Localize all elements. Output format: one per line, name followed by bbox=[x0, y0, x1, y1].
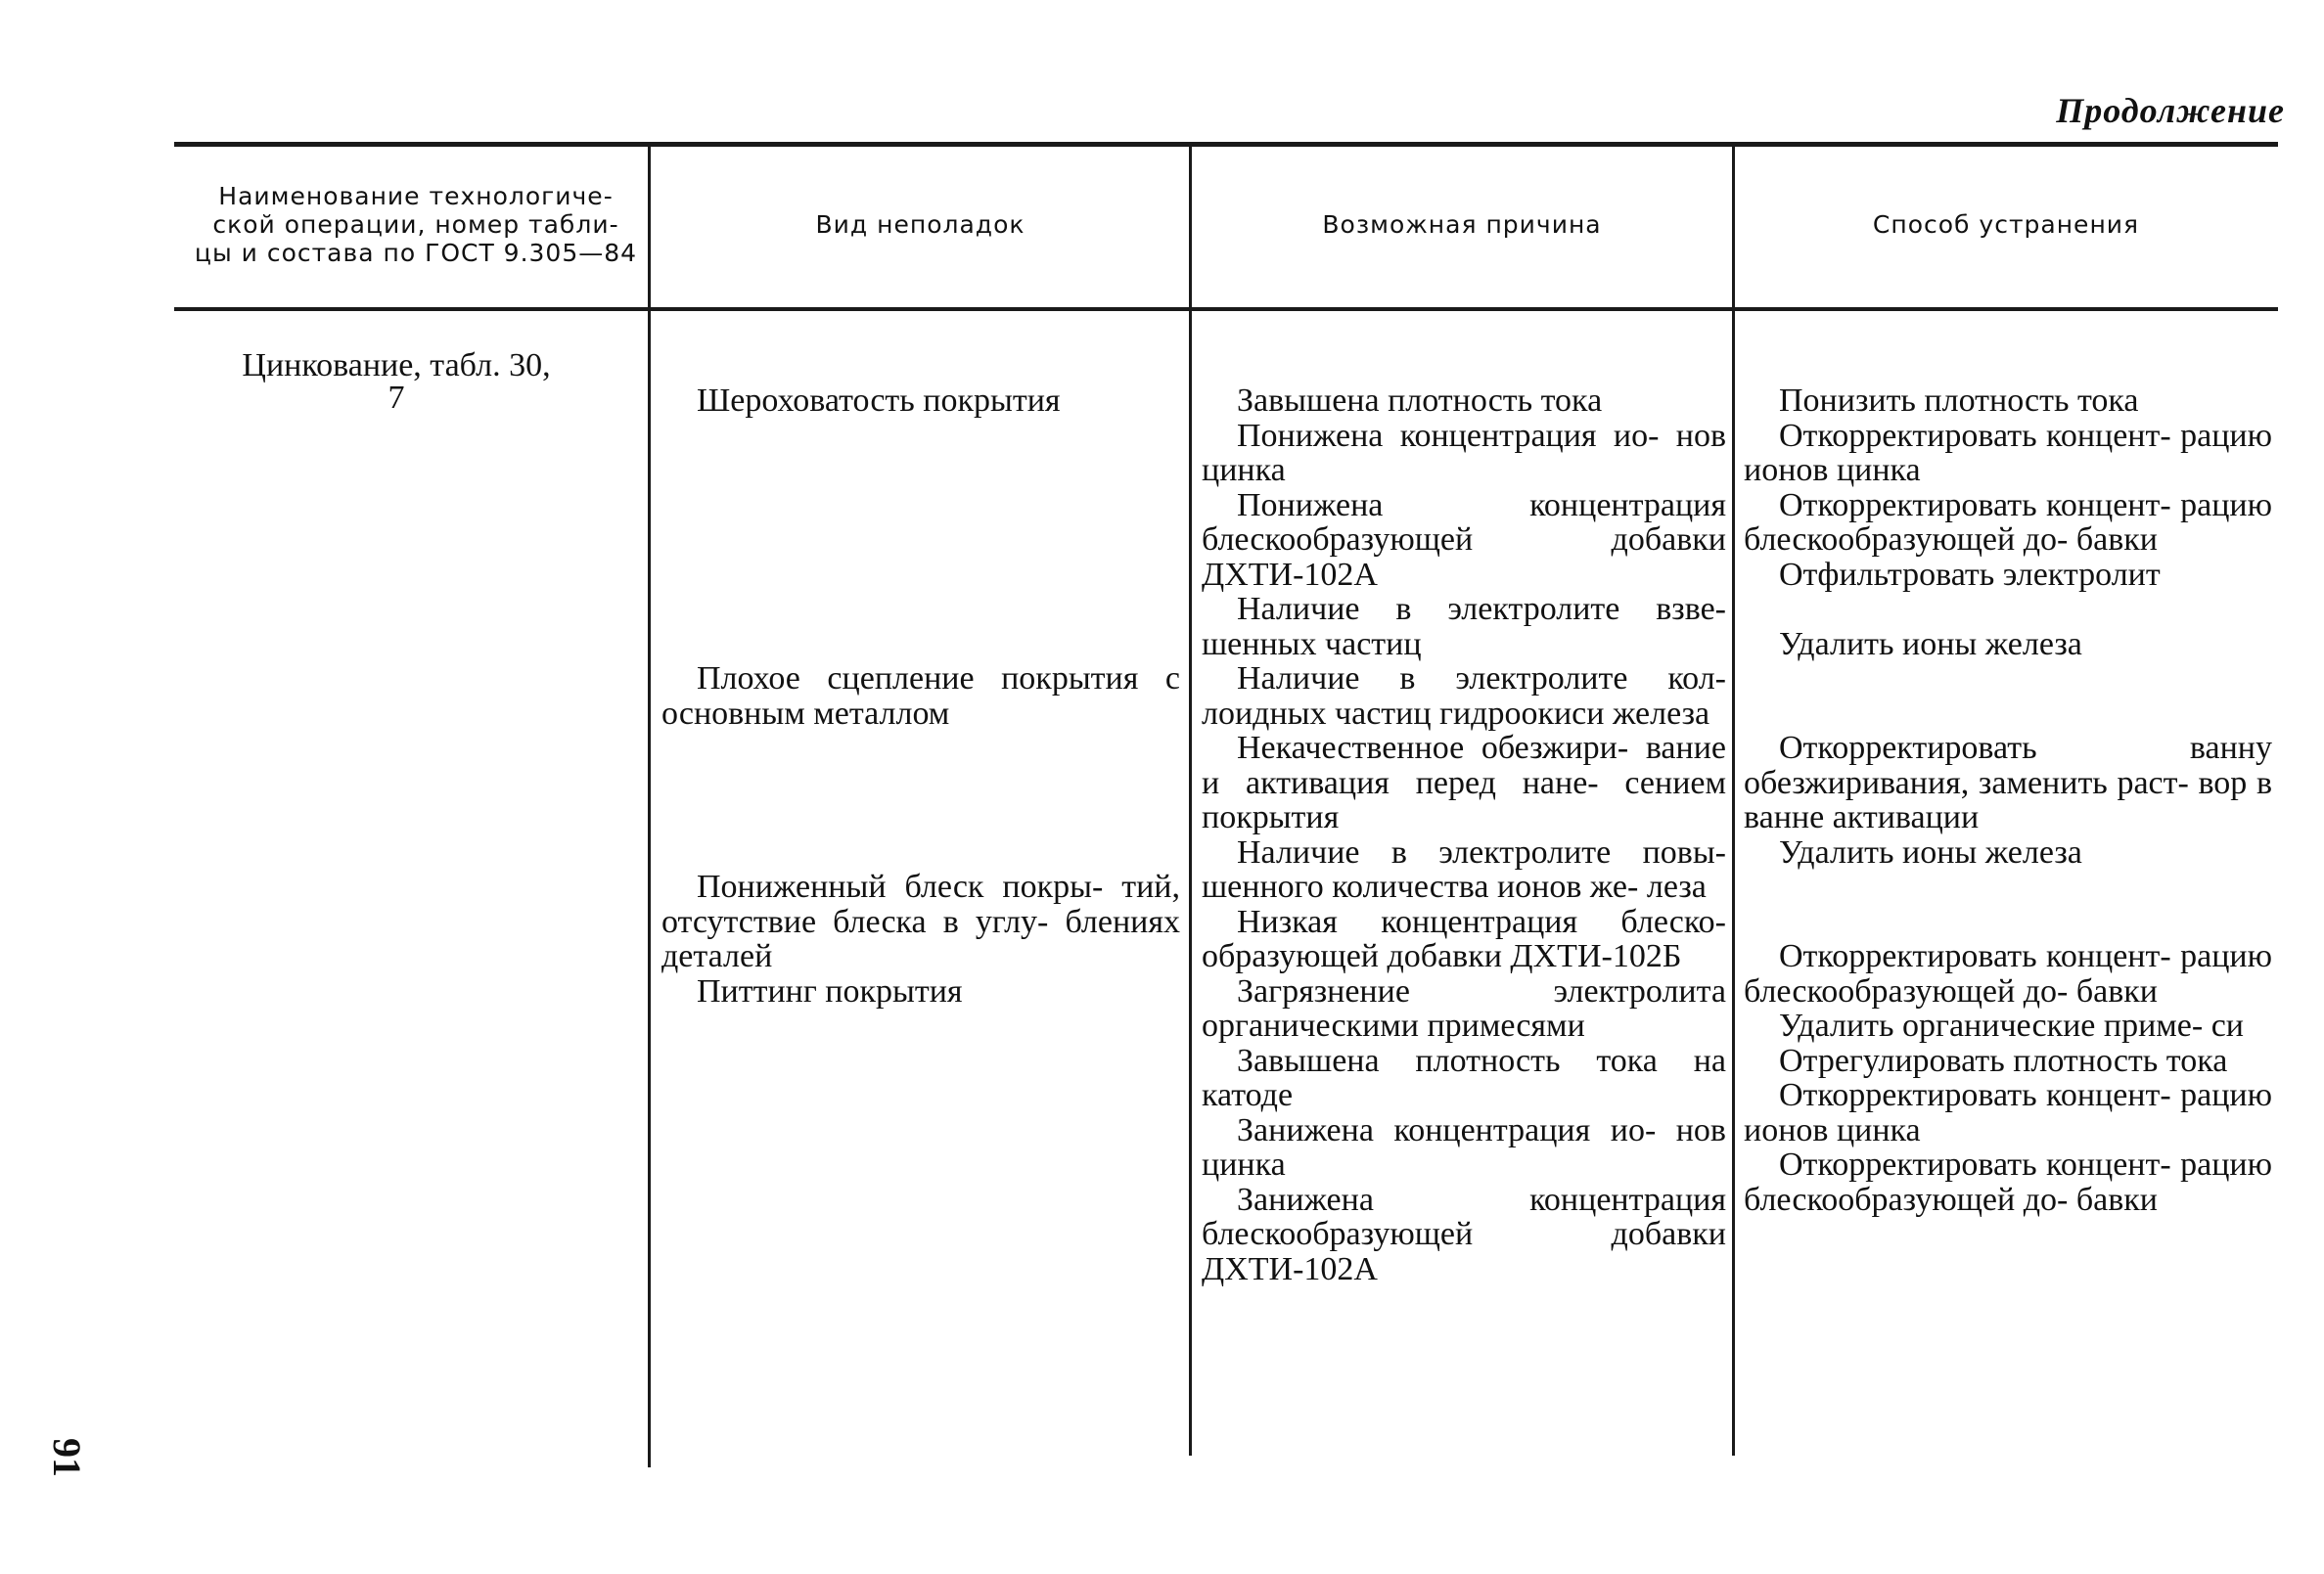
cause-item: Понижена концентрация блескообразующей добавки ДХТИ-102А bbox=[1202, 486, 1726, 593]
header-remedy: Способ устранения bbox=[1872, 209, 2140, 239]
header-operation: Наименование технологиче- ской операции, номер табли- цы и состава по ГОСТ 9.305—84 bbox=[194, 181, 638, 267]
remedy-item: Удалить ионы железа bbox=[1779, 625, 2082, 662]
page-number: 91 bbox=[45, 1438, 89, 1477]
header-defect: Вид неполадок bbox=[815, 209, 1025, 239]
remedy-item: Удалить органические приме- си bbox=[1779, 1008, 2244, 1044]
remedy-item: Откорректировать концент- рацию ионов цинка bbox=[1744, 1077, 2272, 1148]
cause-item: Наличие в электролите кол- лоидных частиц гидроокиси железа bbox=[1202, 660, 1726, 732]
cause-item: Завышена плотность тока на катоде bbox=[1202, 1042, 1726, 1113]
defect-poor-adhesion: Плохое сцепление покрытия с основным металлом bbox=[661, 660, 1180, 732]
continuation-label: Продолжение bbox=[2056, 91, 2285, 130]
cause-item: Занижена концентрация ио- нов цинка bbox=[1202, 1111, 1726, 1183]
cause-item: Наличие в электролите взве- шенных частиц bbox=[1202, 591, 1726, 662]
cause-item: Понижена концентрация ио- нов цинка bbox=[1202, 417, 1726, 488]
column-divider-1 bbox=[648, 145, 651, 1467]
cause-item: Загрязнение электролита органическими примесями bbox=[1202, 972, 1726, 1044]
header-cause: Возможная причина bbox=[1322, 209, 1602, 239]
cause-item: Занижена концентрация блескообразующей добавки ДХТИ-102А bbox=[1202, 1181, 1726, 1287]
remedy-item: Понизить плотность тока bbox=[1779, 382, 2139, 419]
cause-item: Завышена плотность тока bbox=[1237, 382, 1603, 419]
defect-low-gloss: Пониженный блеск покры- тий, отсутствие блеска в углу- блениях деталей bbox=[661, 869, 1180, 974]
operation-cell bbox=[201, 348, 592, 415]
remedy-column bbox=[1744, 383, 2272, 1217]
column-divider-2 bbox=[1189, 145, 1192, 1456]
cause-column bbox=[1202, 383, 1726, 1286]
cause-item: Некачественное обезжири- вание и активация перед нане- сением покрытия bbox=[1202, 730, 1726, 835]
operation-composition: 7 bbox=[387, 379, 405, 416]
cause-item: Низкая концентрация блеско- образующей добавки ДХТИ-102Б bbox=[1202, 903, 1726, 974]
remedy-item: Откорректировать ванну обезжиривания, заменить раст- вор в ванне активации bbox=[1744, 730, 2272, 835]
defect-column bbox=[661, 383, 1180, 1009]
header-bottom-rule bbox=[174, 307, 2278, 311]
operation-name: Цинкование, табл. 30, bbox=[242, 347, 551, 383]
remedy-item: Удалить ионы железа bbox=[1779, 833, 2082, 871]
remedy-item: Отрегулировать плотность тока bbox=[1779, 1042, 2228, 1079]
column-divider-3 bbox=[1732, 145, 1735, 1456]
remedy-item: Откорректировать концент- рацию блескообразующей до- бавки bbox=[1744, 938, 2272, 1010]
cause-item: Наличие в электролите повы- шенного количества ионов же- леза bbox=[1202, 833, 1726, 905]
remedy-item: Отфильтровать электролит bbox=[1779, 556, 2161, 593]
defect-pitting: Питтинг покрытия bbox=[697, 972, 963, 1010]
defect-roughness: Шероховатость покрытия bbox=[697, 382, 1061, 419]
remedy-item: Откорректировать концент- рацию блескообразующей до- бавки bbox=[1744, 1147, 2272, 1218]
remedy-item: Откорректировать концент- рацию ионов цинка bbox=[1744, 417, 2272, 488]
remedy-item: Откорректировать концент- рацию блескообразующей до- бавки bbox=[1744, 486, 2272, 558]
